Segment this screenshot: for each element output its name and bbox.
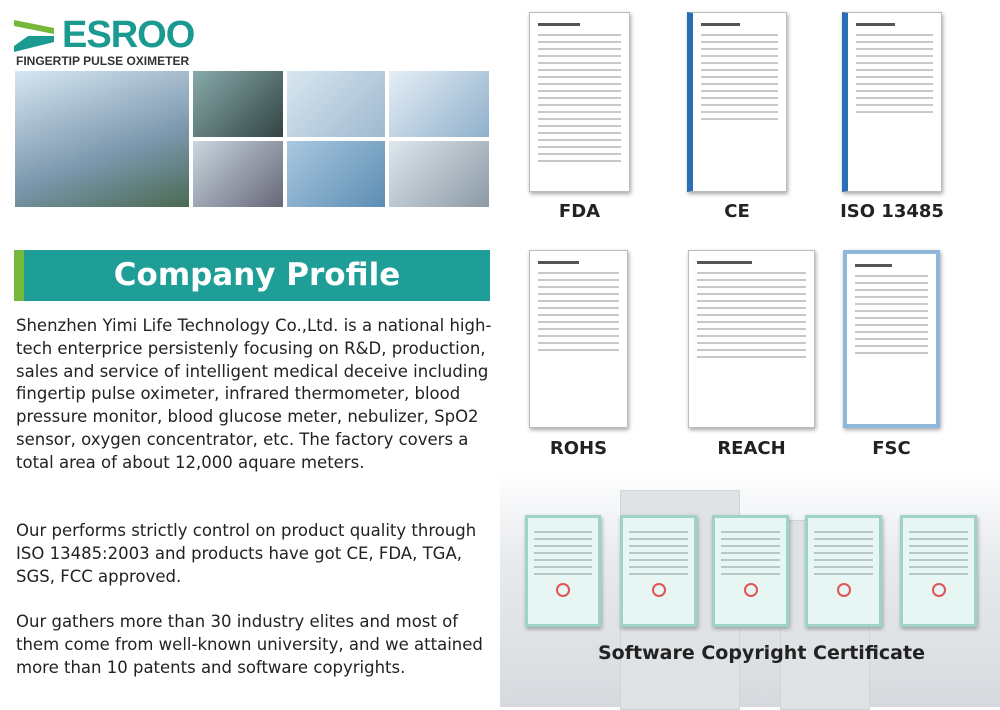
- software-certificate-image: [805, 515, 882, 627]
- fsc-certificate-image: [843, 250, 940, 428]
- company-profile-banner: [14, 250, 490, 301]
- iso-certificate-image: [842, 12, 942, 192]
- ce-certificate-image: [687, 12, 787, 192]
- section-title: Company Profile: [113, 257, 401, 293]
- profile-paragraph: Our performs strictly control on product quality through ISO 13485:2003 and products have got CE, FDA, TGA, SGS, FCC approved.: [16, 521, 477, 586]
- profile-paragraph: Our gathers more than 30 industry elites and most of them come from well-known university, and we attained more than 10 patents and software copyrights.: [16, 612, 483, 677]
- profile-paragraph: Shenzhen Yimi Life Technology Co.,Ltd. is a national high-tech enterprice persistenly focusing on R&D, production, sales and service of intelligent medical deceive including fingertip pulse oximeter, infrared thermometer, blood pressure monitor, blood glucose meter, nebulizer, SpO2 sensor, oxygen concentrator, etc. The factory covers a total area of about 12,000 aquare meters.: [16, 316, 492, 472]
- software-copyright-label: Software Copyright Certificate: [598, 642, 925, 664]
- brand-logo: [14, 14, 194, 57]
- software-certificate-image: [712, 515, 789, 627]
- fda-certificate-image: [529, 12, 630, 192]
- software-certificate-image: [620, 515, 697, 627]
- cert-label-reach: REACH: [717, 438, 786, 459]
- cert-label-rohs: ROHS: [549, 438, 608, 459]
- cert-label-fsc: FSC: [872, 438, 911, 459]
- reach-certificate-image: [688, 250, 815, 428]
- software-certificate-image: [525, 515, 601, 627]
- cert-label-fda: FDA: [558, 201, 601, 222]
- cert-label-ce: CE: [724, 201, 750, 222]
- software-certificate-image: [900, 515, 977, 627]
- rohs-certificate-image: [529, 250, 628, 428]
- brand-name: ESROO: [62, 14, 195, 56]
- cert-label-iso: ISO 13485: [840, 201, 944, 222]
- brand-tagline: FINGERTIP PULSE OXIMETER: [16, 54, 190, 68]
- factory-photo-collage: [14, 70, 490, 208]
- logo-mark-icon: [14, 18, 58, 54]
